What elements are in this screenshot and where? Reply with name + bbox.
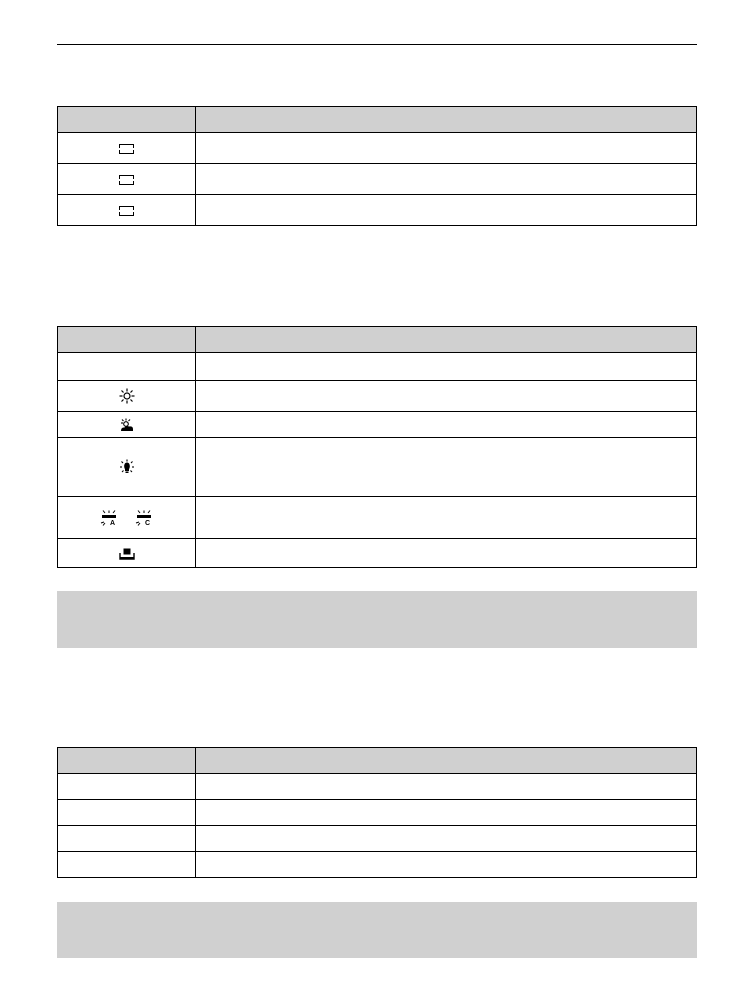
table-cell-label (58, 826, 196, 852)
table-header-cell (58, 107, 196, 133)
note-box (57, 591, 697, 648)
cloudy-icon (119, 418, 135, 432)
tungsten-bulb-icon (119, 459, 135, 475)
table-row (58, 539, 697, 568)
table-header-cell (58, 327, 196, 353)
table-row (58, 353, 697, 381)
table-cell-desc (196, 133, 697, 164)
focus-bracket-icon (119, 175, 134, 185)
table-cell-desc (196, 497, 697, 539)
focus-mode-table (57, 106, 697, 226)
table-header-cell (196, 748, 697, 774)
table-row (58, 438, 697, 497)
table-header-row (58, 327, 697, 353)
table-row (58, 164, 697, 195)
table-row (58, 774, 697, 800)
sun-icon (119, 388, 135, 404)
table-header-row (58, 748, 697, 774)
fluorescent-c-icon (135, 510, 153, 526)
table-cell-desc (196, 800, 697, 826)
header-rule (57, 44, 697, 45)
table-header-row (58, 107, 697, 133)
table-cell-desc (196, 539, 697, 568)
table-header-cell (196, 327, 697, 353)
table-row (58, 381, 697, 412)
table-header-cell (196, 107, 697, 133)
table-cell-desc (196, 412, 697, 438)
fluorescent-a-icon (100, 510, 118, 526)
white-balance-table (57, 326, 697, 568)
table-cell-desc (196, 826, 697, 852)
svg-text:C: C (145, 519, 151, 526)
focus-bracket-icon (119, 206, 134, 216)
table-row (58, 497, 697, 539)
table-cell-desc (196, 195, 697, 226)
table-header-cell (58, 748, 196, 774)
table-row (58, 800, 697, 826)
svg-text:A: A (109, 519, 115, 526)
table-cell-desc (196, 852, 697, 878)
table-cell-desc (196, 438, 697, 497)
settings-table (57, 747, 697, 878)
table-cell-desc (196, 164, 697, 195)
table-cell-label (58, 774, 196, 800)
table-cell-label (58, 852, 196, 878)
table-row (58, 133, 697, 164)
table-row (58, 195, 697, 226)
note-box (57, 902, 697, 958)
custom-wb-icon (119, 548, 135, 560)
table-row (58, 826, 697, 852)
table-row (58, 412, 697, 438)
table-row (58, 852, 697, 878)
table-cell-desc (196, 353, 697, 381)
table-cell-label (58, 800, 196, 826)
focus-bracket-icon (119, 144, 134, 154)
table-cell-desc (196, 381, 697, 412)
table-cell-desc (196, 774, 697, 800)
